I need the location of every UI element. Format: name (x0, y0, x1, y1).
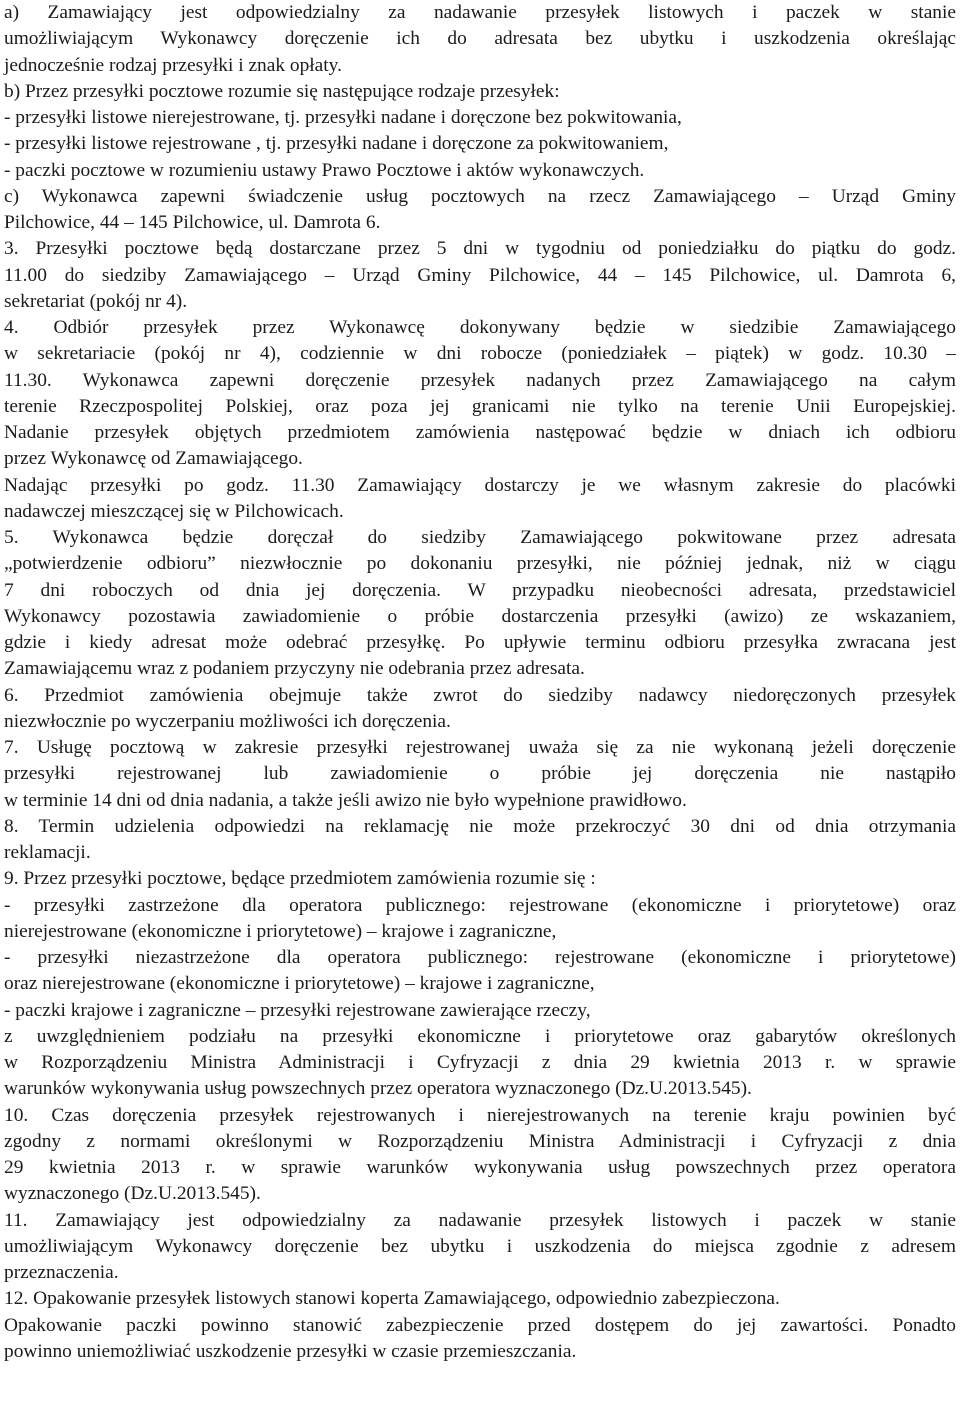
text-line: Wykonawcy pozostawia zawiadomienie o próbie dostarczenia przesyłki (awizo) ze wskazaniem, (4, 605, 956, 627)
text-line: Nadając przesyłki po godz. 11.30 Zamawiający dostarczy je we własnym zakresie do placówki (4, 474, 956, 496)
text-line: 6. Przedmiot zamówienia obejmuje także zwrot do siedziby nadawcy niedoręczonych przesyłek (4, 684, 956, 706)
text-line: 11.00 do siedziby Zamawiającego – Urząd Gminy Pilchowice, 44 – 145 Pilchowice, ul. Damrota 6, (4, 264, 956, 286)
text-line: w sekretariacie (pokój nr 4), codziennie w dni robocze (poniedziałek – piątek) w godz. 10.30 – (4, 343, 956, 365)
text-line: 3. Przesyłki pocztowe będą dostarczane przez 5 dni w tygodniu od poniedziałku do piątku do godz. (4, 238, 956, 260)
text-line: „potwierdzenie odbioru” niezwłocznie po dokonaniu przesyłki, nie później jednak, niż w ciągu (4, 553, 956, 575)
text-line: Nadanie przesyłek objętych przedmiotem zamówienia następować będzie w dniach ich odbioru (4, 422, 956, 443)
text-line: przez Wykonawcę od Zamawiającego. (4, 448, 303, 470)
text-line: Opakowanie paczki powinno stanowić zabezpieczenie przed dostępem do jej zawartości. Ponadto (4, 1314, 956, 1336)
text-line: 10. Czas doręczenia przesyłek rejestrowanych i nierejestrowanych na terenie kraju powinien być (4, 1104, 956, 1126)
text-line: sekretariat (pokój nr 4). (4, 290, 188, 312)
text-line: oraz nierejestrowane (ekonomiczne i priorytetowe) – krajowe i zagraniczne, (4, 973, 595, 995)
text-line: nadawczej mieszczącej się w Pilchowicach. (4, 500, 344, 522)
text-line: 29 kwietnia 2013 r. w sprawie warunków wykonywania usług powszechnych przez operatora (4, 1157, 956, 1178)
text-line: c) Wykonawca zapewni świadczenie usług pocztowych na rzecz Zamawiającego – Urząd Gminy (4, 185, 956, 207)
text-line: Zamawiającemu wraz z podaniem przyczyny nie odebrania przez adresata. (4, 658, 585, 680)
text-line: jednocześnie rodzaj przesyłki i znak opłaty. (4, 54, 342, 76)
text-line: 12. Opakowanie przesyłek listowych stanowi koperta Zamawiającego, odpowiednio zabezpieczona. (4, 1288, 780, 1310)
text-line: a) Zamawiający jest odpowiedzialny za nadawanie przesyłek listowych i paczek w stanie (4, 2, 956, 23)
text-line: 9. Przez przesyłki pocztowe, będące przedmiotem zamówienia rozumie się : (4, 868, 596, 890)
text-line: reklamacji. (4, 842, 91, 863)
text-line: w terminie 14 dni od dnia nadania, a także jeśli awizo nie było wypełnione prawidłowo. (4, 789, 687, 811)
document-body (4, 0, 956, 1365)
text-line: warunków wykonywania usług powszechnych przez operatora wyznaczonego (Dz.U.2013.545). (4, 1078, 752, 1100)
text-line: niezwłocznie po wyczerpaniu możliwości ich doręczenia. (4, 710, 451, 732)
text-line: - przesyłki zastrzeżone dla operatora publicznego: rejestrowane (ekonomiczne i priorytetowe) oraz (4, 894, 956, 916)
text-line: umożliwiającym Wykonawcy doręczenie ich do adresata bez ubytku i uszkodzenia określając (4, 28, 956, 50)
text-line: 11.30. Wykonawca zapewni doręczenie przesyłek nadanych przez Zamawiającego na całym (4, 369, 956, 391)
text-line: - przesyłki listowe rejestrowane , tj. przesyłki nadane i doręczone za pokwitowaniem, (4, 133, 669, 155)
text-line: - paczki krajowe i zagraniczne – przesyłki rejestrowane zawierające rzeczy, (4, 999, 591, 1021)
text-line: przesyłki rejestrowanej lub zawiadomienie o próbie jej doręczenia nie nastąpiło (4, 763, 956, 785)
text-line: gdzie i kiedy adresat może odebrać przesyłkę. Po upływie terminu odbioru przesyłka zwracana jest (4, 632, 956, 653)
text-line: b) Przez przesyłki pocztowe rozumie się następujące rodzaje przesyłek: (4, 80, 560, 102)
text-line: - paczki pocztowe w rozumieniu ustawy Prawo Pocztowe i aktów wykonawczych. (4, 159, 645, 181)
text-line: 11. Zamawiający jest odpowiedzialny za nadawanie przesyłek listowych i paczek w stanie (4, 1209, 956, 1231)
text-line: 4. Odbiór przesyłek przez Wykonawcę dokonywany będzie w siedzibie Zamawiającego (4, 317, 956, 338)
text-line: 7. Usługę pocztową w zakresie przesyłki rejestrowanej uważa się za nie wykonaną jeżeli doręczenie (4, 737, 956, 758)
text-line: 7 dni roboczych od dnia jej doręczenia. W przypadku nieobecności adresata, przedstawiciel (4, 579, 956, 601)
text-line: w Rozporządzeniu Ministra Administracji i Cyfryzacji z dnia 29 kwietnia 2013 r. w sprawie (4, 1052, 956, 1073)
text-line: terenie Rzeczpospolitej Polskiej, oraz poza jej granicami nie tylko na terenie Unii Europejskiej. (4, 395, 956, 417)
text-line: z uwzględnieniem podziału na przesyłki ekonomiczne i priorytetowe oraz gabarytów określonych (4, 1025, 956, 1047)
text-line: przeznaczenia. (4, 1262, 119, 1283)
text-line: wyznaczonego (Dz.U.2013.545). (4, 1183, 261, 1205)
text-line: 5. Wykonawca będzie doręczał do siedziby Zamawiającego pokwitowane przez adresata (4, 527, 956, 548)
text-line: Pilchowice, 44 – 145 Pilchowice, ul. Damrota 6. (4, 212, 381, 233)
text-line: umożliwiającym Wykonawcy doręczenie bez ubytku i uszkodzenia do miejsca zgodnie z adresem (4, 1235, 956, 1257)
text-line: nierejestrowane (ekonomiczne i priorytetowe) – krajowe i zagraniczne, (4, 920, 557, 942)
text-line: - przesyłki listowe nierejestrowane, tj. przesyłki nadane i doręczone bez pokwitowania, (4, 107, 682, 128)
text-line: powinno uniemożliwiać uszkodzenie przesyłki w czasie przemieszczania. (4, 1340, 577, 1362)
text-line: - przesyłki niezastrzeżone dla operatora publicznego: rejestrowane (ekonomiczne i priorytetowe) (4, 947, 956, 968)
text-line: zgodny z normami określonymi w Rozporządzeniu Ministra Administracji i Cyfryzacji z dnia (4, 1130, 956, 1152)
text-line: 8. Termin udzielenia odpowiedzi na reklamację nie może przekroczyć 30 dni od dnia otrzymania (4, 815, 956, 837)
